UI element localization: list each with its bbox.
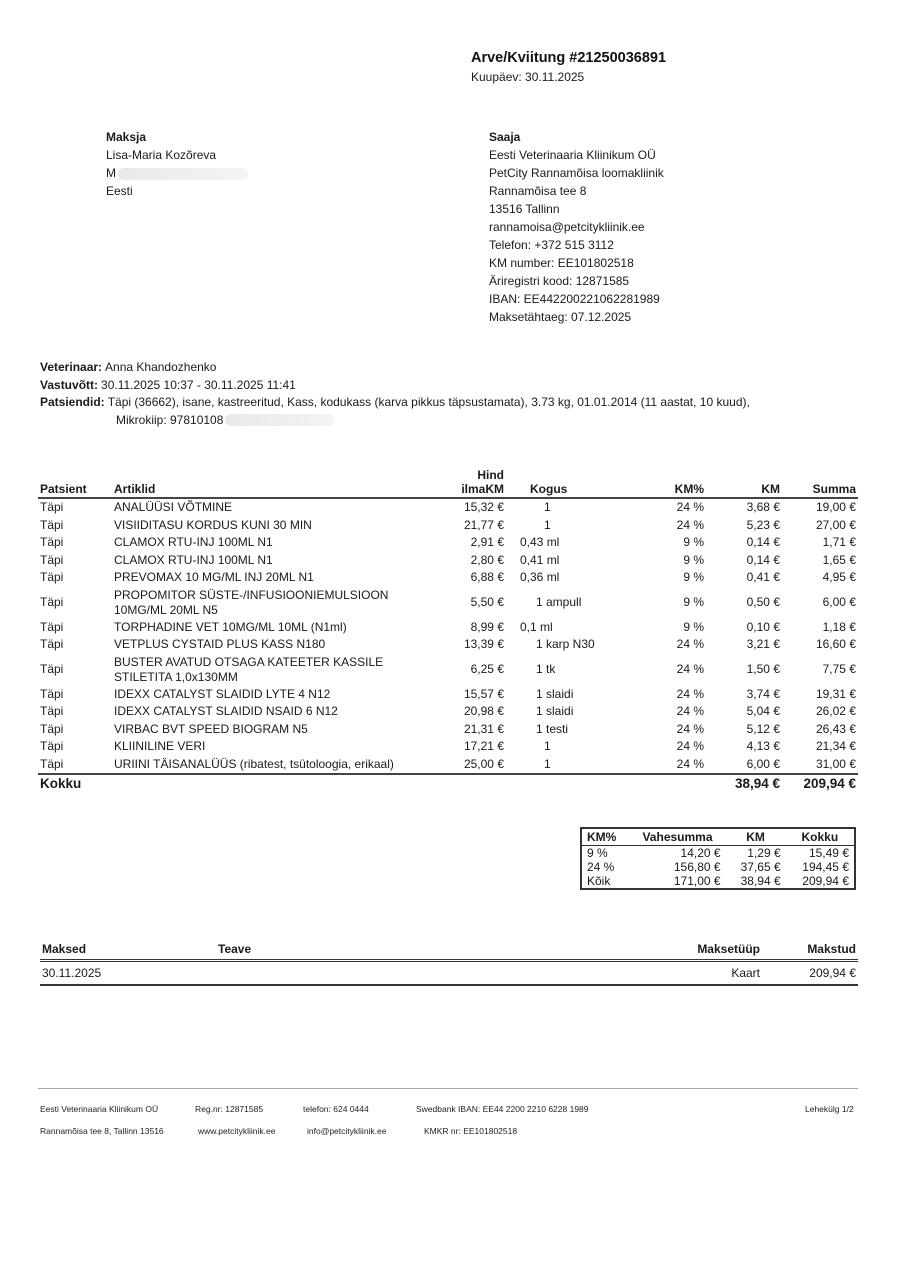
payments-table bbox=[40, 942, 858, 986]
cell-qty: 1 tk bbox=[536, 662, 556, 676]
table-row bbox=[38, 534, 858, 552]
cell-price: 8,99 € bbox=[470, 619, 504, 634]
cell-sum: 7,75 € bbox=[822, 662, 856, 676]
col-qty: Kogus bbox=[506, 468, 616, 498]
cell-vat: 5,04 € bbox=[746, 704, 780, 718]
cell-qty: 1 karp N30 bbox=[536, 637, 595, 651]
cell-sum: 19,00 € bbox=[815, 500, 856, 514]
cell-price: 21,77 € bbox=[463, 517, 504, 532]
vat-amount: 1,29 € bbox=[747, 846, 781, 860]
payer-address-text: M bbox=[106, 166, 116, 180]
cell-article bbox=[112, 619, 444, 637]
cell-patient: Täpi bbox=[40, 662, 64, 676]
article-line2: STILETITA 1,0x130MM bbox=[114, 669, 238, 684]
cell-patient: Täpi bbox=[40, 619, 64, 634]
vet-value: Anna Khandozhenko bbox=[105, 360, 217, 374]
footer-divider bbox=[38, 1088, 858, 1089]
cell-qty: 1 bbox=[544, 500, 551, 514]
cell-qty: 0,36 ml bbox=[520, 570, 560, 584]
cell-vat-pct: 24 % bbox=[676, 637, 704, 651]
recipient-city: 13516 Tallinn bbox=[489, 202, 560, 216]
cell-qty: 1 ampull bbox=[536, 595, 582, 609]
cell-price: 20,98 € bbox=[463, 704, 504, 718]
table-row bbox=[38, 756, 858, 775]
cell-article bbox=[112, 703, 444, 721]
table-row bbox=[38, 619, 858, 637]
vat-total: 15,49 € bbox=[808, 846, 849, 860]
cell-article bbox=[112, 738, 444, 756]
table-row bbox=[38, 587, 858, 619]
article-line1: URIINI TÄISANALÜÜS (ribatest, tsütoloogia, erikaal) bbox=[114, 756, 394, 771]
article-line1: VISIIDITASU KORDUS KUNI 30 MIN bbox=[114, 517, 312, 532]
vat-rate: Kõik bbox=[587, 874, 611, 888]
cell-vat-pct: 24 % bbox=[676, 756, 704, 771]
vat-summary-header bbox=[581, 828, 855, 846]
cell-vat-pct: 24 % bbox=[676, 500, 704, 514]
vat-col-vat: KM bbox=[726, 828, 786, 846]
cell-vat: 1,50 € bbox=[746, 662, 780, 676]
cell-qty: 1 slaidi bbox=[536, 704, 574, 718]
cell-patient: Täpi bbox=[40, 517, 64, 532]
article-line2: 10MG/ML 20ML N5 bbox=[114, 602, 218, 617]
article-line1: IDEXX CATALYST SLAIDID NSAID 6 N12 bbox=[114, 704, 338, 718]
cell-sum: 31,00 € bbox=[815, 756, 856, 771]
patients-label: Patsiendid: bbox=[40, 395, 105, 409]
cell-vat: 6,00 € bbox=[746, 756, 780, 771]
footer-email[interactable]: info@petcitykliinik.ee bbox=[307, 1126, 387, 1136]
payer-block bbox=[106, 128, 248, 200]
recipient-heading: Saaja bbox=[489, 130, 521, 144]
col-vat: KM bbox=[706, 468, 782, 498]
article-line1: CLAMOX RTU-INJ 100ML N1 bbox=[114, 552, 273, 567]
cell-sum: 1,65 € bbox=[822, 552, 856, 567]
cell-vat-pct: 9 % bbox=[683, 570, 704, 584]
pay-col-type: Maksetüüp bbox=[636, 942, 762, 961]
vat-subtotal: 156,80 € bbox=[673, 860, 721, 874]
redacted-blur bbox=[225, 414, 335, 426]
cell-price: 13,39 € bbox=[463, 637, 504, 651]
patients-value: Täpi (36662), isane, kastreeritud, Kass, kodukass (karva pikkus täpsustamata), 3.73 kg, 01.01.2014 (11 aastat, 10 kuud), bbox=[107, 395, 750, 409]
vat-col-total: Kokku bbox=[786, 828, 855, 846]
footer-web[interactable]: www.petcitykliinik.ee bbox=[198, 1126, 276, 1136]
payment-amount: 209,94 € bbox=[762, 961, 858, 986]
table-row bbox=[38, 738, 858, 756]
payer-country: Eesti bbox=[106, 184, 133, 198]
time-value: 30.11.2025 10:37 - 30.11.2025 11:41 bbox=[101, 377, 296, 392]
cell-article bbox=[112, 552, 444, 570]
cell-price: 6,25 € bbox=[470, 662, 504, 676]
cell-vat-pct: 24 % bbox=[676, 662, 704, 676]
recipient-due-date: Maksetähtaeg: 07.12.2025 bbox=[489, 310, 632, 324]
cell-patient: Täpi bbox=[40, 756, 64, 771]
payer-address bbox=[106, 164, 248, 182]
cell-price: 15,57 € bbox=[463, 686, 504, 701]
payments-header-row bbox=[40, 942, 858, 961]
items-table bbox=[38, 468, 858, 793]
col-price bbox=[444, 468, 506, 498]
cell-patient: Täpi bbox=[40, 500, 64, 514]
cell-article bbox=[112, 498, 444, 517]
cell-qty: 0,41 ml bbox=[520, 552, 560, 567]
table-row bbox=[38, 569, 858, 587]
cell-patient: Täpi bbox=[40, 704, 64, 718]
article-line1: KLIINILINE VERI bbox=[114, 739, 206, 753]
cell-vat: 3,21 € bbox=[746, 637, 780, 651]
article-line1: CLAMOX RTU-INJ 100ML N1 bbox=[114, 535, 273, 549]
vat-total: 209,94 € bbox=[802, 874, 849, 888]
article-line1: BUSTER AVATUD OTSAGA KATEETER KASSILE bbox=[114, 654, 384, 669]
cell-sum: 4,95 € bbox=[822, 570, 856, 584]
pay-col-paid: Makstud bbox=[762, 942, 858, 961]
recipient-iban: IBAN: EE442200221062281989 bbox=[489, 292, 660, 306]
cell-vat-pct: 24 % bbox=[676, 686, 704, 701]
vat-row bbox=[581, 846, 855, 861]
cell-article bbox=[112, 569, 444, 587]
cell-vat: 3,68 € bbox=[746, 500, 780, 514]
article-line1: TORPHADINE VET 10MG/ML 10ML (N1ml) bbox=[114, 619, 347, 634]
footer-address: Rannamõisa tee 8, Tallinn 13516 bbox=[40, 1126, 164, 1136]
payer-heading: Maksja bbox=[106, 130, 147, 144]
footer-reg: Reg.nr: 12871585 bbox=[195, 1104, 264, 1114]
cell-vat-pct: 24 % bbox=[676, 704, 704, 718]
cell-vat: 5,23 € bbox=[746, 517, 780, 532]
vat-col-subtotal: Vahesumma bbox=[629, 828, 725, 846]
cell-qty: 1 bbox=[544, 517, 551, 532]
payment-row bbox=[40, 961, 858, 986]
cell-price: 6,88 € bbox=[470, 570, 504, 584]
cell-price: 17,21 € bbox=[463, 739, 504, 753]
cell-vat: 4,13 € bbox=[746, 739, 780, 753]
recipient-clinic: PetCity Rannamõisa loomakliinik bbox=[489, 166, 664, 180]
cell-price: 2,80 € bbox=[470, 552, 504, 567]
cell-vat: 0,14 € bbox=[746, 535, 780, 549]
total-label: Kokku bbox=[38, 774, 444, 793]
cell-sum: 16,60 € bbox=[815, 637, 856, 651]
cell-vat: 0,14 € bbox=[746, 552, 780, 567]
cell-qty: 1 bbox=[544, 756, 551, 771]
footer-iban: Swedbank IBAN: EE44 2200 2210 6228 1989 bbox=[416, 1104, 589, 1114]
cell-vat-pct: 24 % bbox=[676, 721, 704, 736]
total-vat: 38,94 € bbox=[706, 774, 782, 793]
cell-price: 5,50 € bbox=[470, 595, 504, 609]
vat-subtotal: 14,20 € bbox=[680, 846, 721, 860]
cell-vat-pct: 9 % bbox=[683, 619, 704, 634]
vat-rate: 9 % bbox=[587, 846, 608, 860]
footer-phone: telefon: 624 0444 bbox=[303, 1104, 369, 1114]
recipient-block bbox=[489, 128, 664, 326]
footer-kmkr: KMKR nr: EE101802518 bbox=[424, 1126, 518, 1136]
cell-vat-pct: 9 % bbox=[683, 552, 704, 567]
items-total-row bbox=[38, 774, 858, 793]
pay-col-payments: Maksed bbox=[40, 942, 216, 961]
cell-article bbox=[112, 587, 444, 619]
col-patient: Patsient bbox=[38, 468, 112, 498]
vat-col-rate: KM% bbox=[581, 828, 629, 846]
recipient-street: Rannamõisa tee 8 bbox=[489, 184, 587, 198]
cell-patient: Täpi bbox=[40, 739, 64, 753]
vat-rate: 24 % bbox=[587, 860, 615, 874]
vat-summary-table bbox=[580, 827, 856, 890]
cell-qty: 1 slaidi bbox=[536, 686, 574, 701]
recipient-phone: Telefon: +372 515 3112 bbox=[489, 238, 614, 252]
vat-amount: 38,94 € bbox=[740, 874, 781, 888]
table-row bbox=[38, 498, 858, 517]
cell-sum: 27,00 € bbox=[815, 517, 856, 532]
footer-company: Eesti Veterinaaria Kliinikum OÜ bbox=[40, 1104, 159, 1114]
microchip bbox=[40, 412, 870, 430]
payer-name: Lisa-Maria Kozõreva bbox=[106, 148, 217, 162]
recipient-email: rannamoisa@petcitykliinik.ee bbox=[489, 220, 645, 234]
cell-vat: 0,50 € bbox=[746, 595, 780, 609]
cell-sum: 26,02 € bbox=[815, 704, 856, 718]
cell-sum: 6,00 € bbox=[822, 595, 856, 609]
cell-vat-pct: 9 % bbox=[683, 595, 704, 609]
payment-type: Kaart bbox=[636, 961, 762, 986]
cell-sum: 1,18 € bbox=[822, 619, 856, 634]
cell-vat: 3,74 € bbox=[746, 686, 780, 701]
invoice-title: Arve/Kviitung #21250036891 bbox=[471, 50, 667, 66]
table-row bbox=[38, 517, 858, 535]
payment-info bbox=[216, 961, 636, 986]
cell-article bbox=[112, 534, 444, 552]
col-sum: Summa bbox=[782, 468, 858, 498]
cell-qty: 1 bbox=[544, 739, 551, 753]
invoice-date: Kuupäev: 30.11.2025 bbox=[471, 70, 585, 84]
cell-patient: Täpi bbox=[40, 570, 64, 584]
col-vat-pct: KM% bbox=[616, 468, 706, 498]
vat-row bbox=[581, 860, 855, 874]
cell-patient: Täpi bbox=[40, 595, 64, 609]
cell-article bbox=[112, 721, 444, 739]
vat-amount: 37,65 € bbox=[740, 860, 781, 874]
cell-vat-pct: 24 % bbox=[676, 739, 704, 753]
article-line1: PREVOMAX 10 MG/ML INJ 20ML N1 bbox=[114, 570, 314, 584]
article-line1: IDEXX CATALYST SLAIDID LYTE 4 N12 bbox=[114, 686, 331, 701]
article-line1: ANALÜÜSI VÕTMINE bbox=[114, 500, 233, 514]
table-row bbox=[38, 686, 858, 704]
visit-info bbox=[40, 359, 870, 429]
cell-vat: 0,10 € bbox=[746, 619, 780, 634]
cell-sum: 1,71 € bbox=[822, 535, 856, 549]
cell-price: 25,00 € bbox=[463, 756, 504, 771]
redacted-blur bbox=[118, 168, 248, 180]
cell-patient: Täpi bbox=[40, 686, 64, 701]
col-price-line2: ilmaKM bbox=[461, 482, 504, 496]
vat-subtotal: 171,00 € bbox=[673, 874, 721, 888]
cell-price: 15,32 € bbox=[463, 500, 504, 514]
cell-patient: Täpi bbox=[40, 721, 64, 736]
cell-patient: Täpi bbox=[40, 535, 64, 549]
pay-col-info: Teave bbox=[216, 942, 636, 961]
article-line1: VIRBAC BVT SPEED BIOGRAM N5 bbox=[114, 721, 308, 736]
col-price-line1: Hind bbox=[477, 468, 504, 482]
table-row bbox=[38, 552, 858, 570]
cell-sum: 26,43 € bbox=[815, 721, 856, 736]
cell-article bbox=[112, 756, 444, 775]
microchip-value: Mikrokiip: 97810108 bbox=[116, 412, 224, 427]
vet-label: Veterinaar: bbox=[40, 360, 103, 374]
footer-page: Lehekülg 1/2 bbox=[805, 1104, 854, 1114]
cell-article bbox=[112, 686, 444, 704]
cell-patient: Täpi bbox=[40, 637, 64, 651]
table-row bbox=[38, 636, 858, 654]
vat-row bbox=[581, 874, 855, 889]
cell-vat-pct: 24 % bbox=[676, 517, 704, 532]
col-article: Artiklid bbox=[112, 468, 444, 498]
cell-patient: Täpi bbox=[40, 552, 64, 567]
cell-price: 2,91 € bbox=[470, 535, 504, 549]
table-row bbox=[38, 721, 858, 739]
cell-qty: 0,1 ml bbox=[520, 619, 553, 634]
cell-qty: 1 testi bbox=[536, 721, 569, 736]
table-row bbox=[38, 703, 858, 721]
recipient-reg-code: Äriregistri kood: 12871585 bbox=[489, 274, 630, 288]
article-line1: PROPOMITOR SÜSTE-/INFUSIOONIEMULSIOON bbox=[114, 587, 389, 602]
cell-vat: 5,12 € bbox=[746, 721, 780, 736]
cell-article bbox=[112, 517, 444, 535]
cell-vat: 0,41 € bbox=[746, 570, 780, 584]
cell-article bbox=[112, 636, 444, 654]
time-label: Vastuvõtt: bbox=[40, 377, 99, 392]
cell-vat-pct: 9 % bbox=[683, 535, 704, 549]
recipient-company: Eesti Veterinaaria Kliinikum OÜ bbox=[489, 148, 656, 162]
cell-article bbox=[112, 654, 444, 686]
table-row bbox=[38, 654, 858, 686]
article-line1: VETPLUS CYSTAID PLUS KASS N180 bbox=[114, 637, 326, 651]
items-header-row bbox=[38, 468, 858, 498]
payment-date: 30.11.2025 bbox=[40, 961, 216, 986]
total-sum: 209,94 € bbox=[782, 774, 858, 793]
cell-sum: 19,31 € bbox=[815, 686, 856, 701]
cell-sum: 21,34 € bbox=[815, 739, 856, 753]
recipient-vat-number: KM number: EE101802518 bbox=[489, 256, 634, 270]
cell-price: 21,31 € bbox=[463, 721, 504, 736]
vat-total: 194,45 € bbox=[802, 860, 849, 874]
cell-qty: 0,43 ml bbox=[520, 535, 560, 549]
